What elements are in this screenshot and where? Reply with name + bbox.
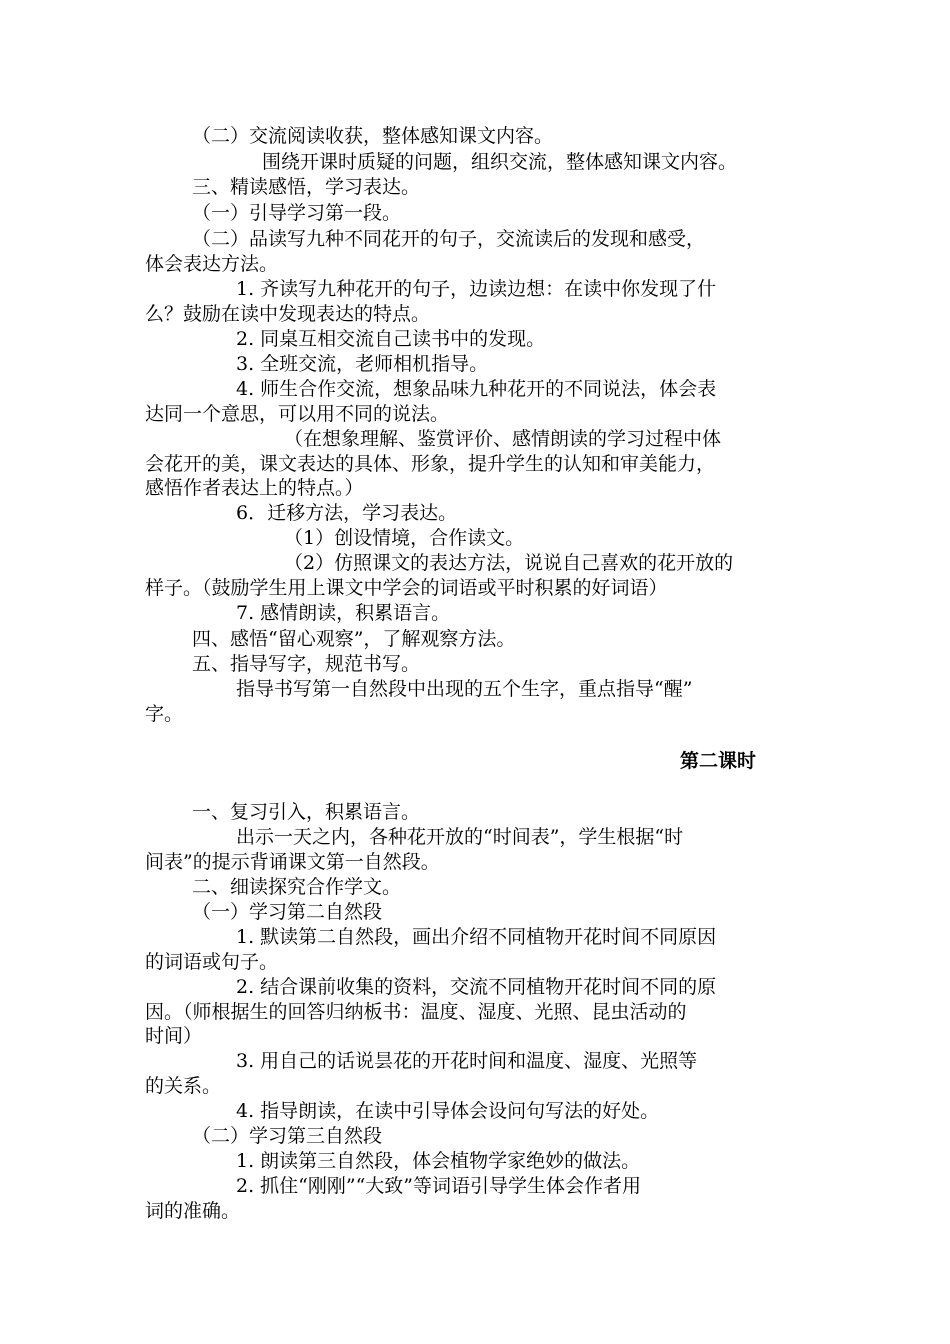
section-heading: 一、复习引入，积累语言。 — [192, 801, 421, 823]
section-heading: （一）引导学习第一段。 — [192, 202, 402, 224]
list-item: 1. 齐读写九种花开的句子，边读边想：在读中你发现了什 — [236, 278, 717, 300]
paragraph-line: 的词语或句子。 — [145, 951, 279, 973]
list-item: 4. 师生合作交流，想象品味九种花开的不同说法，体会表 — [236, 378, 717, 400]
paragraph-line: 间表”的提示背诵课文第一自然段。 — [145, 851, 440, 873]
paragraph-line: （在想象理解、鉴赏评价、感情朗读的学习过程中体 — [284, 428, 722, 450]
paragraph-line: 体会表达方法。 — [145, 253, 279, 275]
list-item: 6．迁移方法，学习表达。 — [236, 502, 458, 524]
list-item: 3. 全班交流，老师相机指导。 — [236, 353, 489, 375]
list-item: （1）创设情境，合作读文。 — [284, 527, 525, 549]
paragraph-line: 样子。（鼓励学生用上课文中学会的词语或平时积累的好词语） — [145, 577, 668, 599]
list-item: 1. 默读第二自然段，画出介绍不同植物开花时间不同原因 — [236, 926, 717, 948]
paragraph-line: 字。 — [145, 703, 184, 725]
section-heading: （二）学习第三自然段 — [192, 1125, 383, 1147]
paragraph-line: 指导书写第一自然段中出现的五个生字，重点指导“醒” — [236, 678, 693, 700]
list-item: 4. 指导朗读，在读中引导体会设问句写法的好处。 — [236, 1100, 660, 1122]
paragraph-line: 会花开的美，课文表达的具体、形象，提升学生的认知和审美能力， — [145, 453, 716, 475]
list-item: 7. 感情朗读，积累语言。 — [236, 602, 451, 624]
list-item: 2. 同桌互相交流自己读书中的发现。 — [236, 328, 546, 350]
paragraph-line: 达同一个意思，可以用不同的说法。 — [145, 403, 450, 425]
page-title: 第二课时 — [680, 750, 757, 772]
paragraph-line: 么？鼓励在读中发现表达的特点。 — [145, 303, 431, 325]
paragraph-line: 因。（师根据生的回答归纳板书：温度、湿度、光照、昆虫活动的 — [145, 1001, 687, 1023]
list-item: 3. 用自己的话说昙花的开花时间和温度、湿度、光照等 — [236, 1050, 698, 1072]
list-item: 2. 结合课前收集的资料，交流不同植物开花时间不同的原 — [236, 976, 717, 998]
list-item: （2）仿照课文的表达方法，说说自己喜欢的花开放的 — [284, 552, 734, 574]
paragraph-line: 时间） — [145, 1025, 203, 1047]
section-heading: （二）交流阅读收获，整体感知课文内容。 — [192, 125, 554, 147]
section-heading: （二）品读写九种不同花开的句子，交流读后的发现和感受， — [192, 228, 706, 250]
list-item: 2. 抓住“刚刚”“大致”等词语引导学生体会作者用 — [236, 1175, 642, 1197]
paragraph-line: 感悟作者表达上的特点。） — [145, 477, 364, 499]
section-heading: 四、感悟“留心观察”，了解观察方法。 — [192, 628, 516, 650]
list-item: 1. 朗读第三自然段，体会植物学家绝妙的做法。 — [236, 1150, 641, 1172]
paragraph-line: 围绕开课时质疑的问题，组织交流，整体感知课文内容。 — [262, 151, 738, 173]
paragraph-line: 出示一天之内，各种花开放的“时间表”，学生根据“时 — [236, 826, 684, 848]
section-heading: 二、细读探究合作学文。 — [192, 876, 402, 898]
section-heading: 五、指导写字，规范书写。 — [192, 653, 421, 675]
paragraph-line: 的关系。 — [145, 1075, 222, 1097]
section-heading: （一）学习第二自然段 — [192, 901, 383, 923]
paragraph-line: 词的准确。 — [145, 1200, 241, 1222]
section-heading: 三、精读感悟，学习表达。 — [192, 176, 421, 198]
